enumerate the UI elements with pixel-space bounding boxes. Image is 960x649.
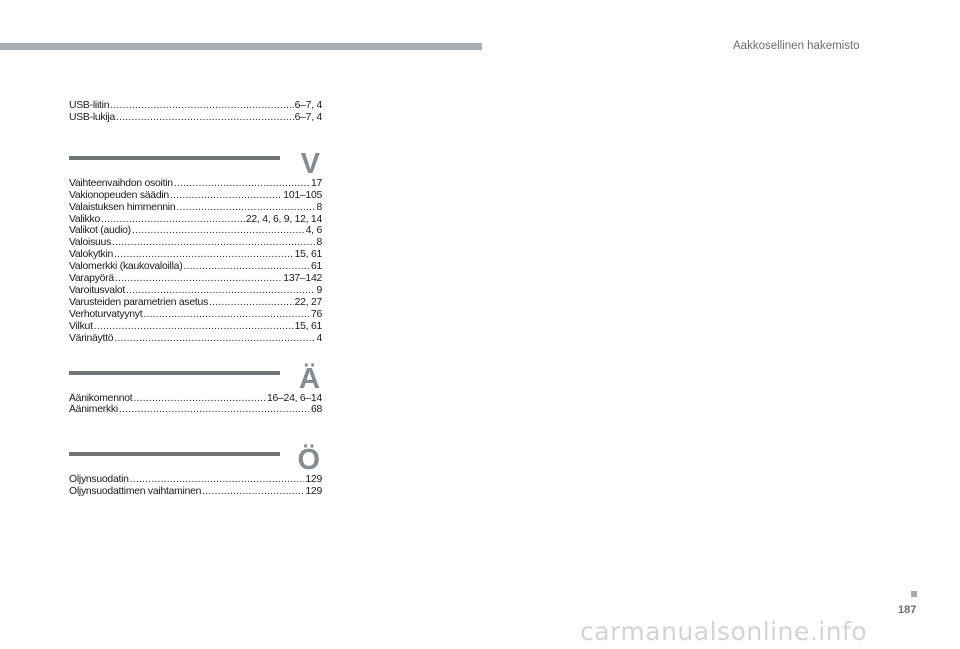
index-entry xyxy=(69,309,322,321)
index-group-u xyxy=(69,100,322,124)
entry-pages: 6–7, 4 xyxy=(294,111,322,123)
leader-dots xyxy=(94,321,294,333)
entry-term: Varusteiden parametrien asetus xyxy=(69,296,209,308)
leader-dots xyxy=(114,333,315,345)
entry-term: Öljynsuodatin xyxy=(69,474,129,486)
leader-dots xyxy=(115,273,282,285)
leader-dots xyxy=(202,486,304,498)
letter-header-v xyxy=(69,134,322,178)
entry-term: Vilkut xyxy=(69,320,93,332)
entry-term: USB-liitin xyxy=(69,100,110,111)
index-entry xyxy=(69,202,322,214)
entry-pages: 76 xyxy=(310,308,322,320)
entry-term: Valokytkin xyxy=(69,249,114,261)
leader-dots xyxy=(183,261,310,273)
index-entry xyxy=(69,285,322,297)
letter-header-o-umlaut xyxy=(69,430,322,477)
entry-term: Vaihteenvaihdon osoitin xyxy=(69,177,173,189)
index-entry xyxy=(69,273,322,285)
index-entry xyxy=(69,333,322,345)
leader-dots xyxy=(110,100,293,112)
entry-pages: 16–24, 6–14 xyxy=(266,392,322,404)
section-letter: Ö xyxy=(297,444,320,477)
leader-dots xyxy=(133,393,266,405)
entry-pages: 68 xyxy=(310,404,322,416)
entry-pages: 4 xyxy=(316,332,322,344)
index-group-a-umlaut xyxy=(69,393,322,417)
entry-pages: 6–7, 4 xyxy=(294,100,322,111)
entry-pages: 8 xyxy=(316,237,322,249)
leader-dots xyxy=(119,404,310,416)
leader-dots xyxy=(132,225,305,237)
index-entry xyxy=(69,404,322,416)
entry-term: Öljynsuodattimen vaihtaminen xyxy=(69,486,202,498)
section-letter: Ä xyxy=(299,362,320,395)
section-rule xyxy=(69,452,280,456)
entry-pages: 9 xyxy=(316,284,322,296)
section-title: Aakkosellinen hakemisto xyxy=(733,40,860,52)
section-letter: V xyxy=(300,147,320,180)
letter-header-a-umlaut xyxy=(69,349,322,393)
entry-pages: 4, 6 xyxy=(305,225,322,237)
header-bar xyxy=(0,43,482,50)
entry-pages: 22, 4, 6, 9, 12, 14 xyxy=(245,213,322,225)
index-column xyxy=(69,100,322,498)
index-entry xyxy=(69,214,322,226)
page-number: 187 xyxy=(898,604,917,616)
index-entry xyxy=(69,225,322,237)
entry-term: Verhoturvatyynyt xyxy=(69,308,143,320)
index-group-v xyxy=(69,178,322,345)
entry-pages: 129 xyxy=(305,486,322,498)
index-entry xyxy=(69,297,322,309)
entry-term: Valikot (audio) xyxy=(69,225,131,237)
entry-term: Valaistuksen himmennin xyxy=(69,201,176,213)
index-entry xyxy=(69,261,322,273)
entry-term: Valoisuus xyxy=(69,237,112,249)
entry-pages: 17 xyxy=(310,177,322,189)
entry-term: Vakionopeuden säädin xyxy=(69,189,169,201)
entry-term: Värinäyttö xyxy=(69,332,114,344)
leader-dots xyxy=(114,249,294,261)
entry-term: Äänikomennot xyxy=(69,392,133,404)
index-group-o-umlaut xyxy=(69,474,322,498)
index-entry xyxy=(69,112,322,124)
leader-dots xyxy=(130,474,305,486)
entry-pages: 15, 61 xyxy=(294,320,322,332)
entry-pages: 15, 61 xyxy=(294,249,322,261)
index-entry xyxy=(69,100,322,112)
entry-pages: 137–142 xyxy=(283,273,322,285)
entry-term: Varoitusvalot xyxy=(69,284,126,296)
watermark: carmanualsonline.info xyxy=(580,617,868,646)
leader-dots xyxy=(143,309,310,321)
entry-pages: 129 xyxy=(305,474,322,486)
index-entry xyxy=(69,393,322,405)
index-entry xyxy=(69,190,322,202)
page-marker xyxy=(911,591,917,597)
index-entry xyxy=(69,237,322,249)
entry-term: Valikko xyxy=(69,213,100,225)
leader-dots xyxy=(176,202,315,214)
leader-dots xyxy=(174,178,310,190)
leader-dots xyxy=(116,112,294,124)
entry-term: Äänimerkki xyxy=(69,404,118,416)
index-entry xyxy=(69,249,322,261)
entry-term: USB-lukija xyxy=(69,111,116,123)
entry-term: Varapyörä xyxy=(69,273,114,285)
index-entry xyxy=(69,474,322,486)
leader-dots xyxy=(126,285,315,297)
leader-dots xyxy=(101,214,245,226)
leader-dots xyxy=(112,237,315,249)
section-rule xyxy=(69,156,280,160)
entry-pages: 22, 27 xyxy=(294,296,322,308)
entry-pages: 101–105 xyxy=(283,189,322,201)
index-entry xyxy=(69,486,322,498)
section-rule xyxy=(69,371,280,375)
leader-dots xyxy=(209,297,294,309)
entry-term: Valomerkki (kaukovaloilla) xyxy=(69,261,183,273)
index-entry xyxy=(69,178,322,190)
entry-pages: 8 xyxy=(316,201,322,213)
entry-pages: 61 xyxy=(310,261,322,273)
index-entry xyxy=(69,321,322,333)
leader-dots xyxy=(170,190,282,202)
